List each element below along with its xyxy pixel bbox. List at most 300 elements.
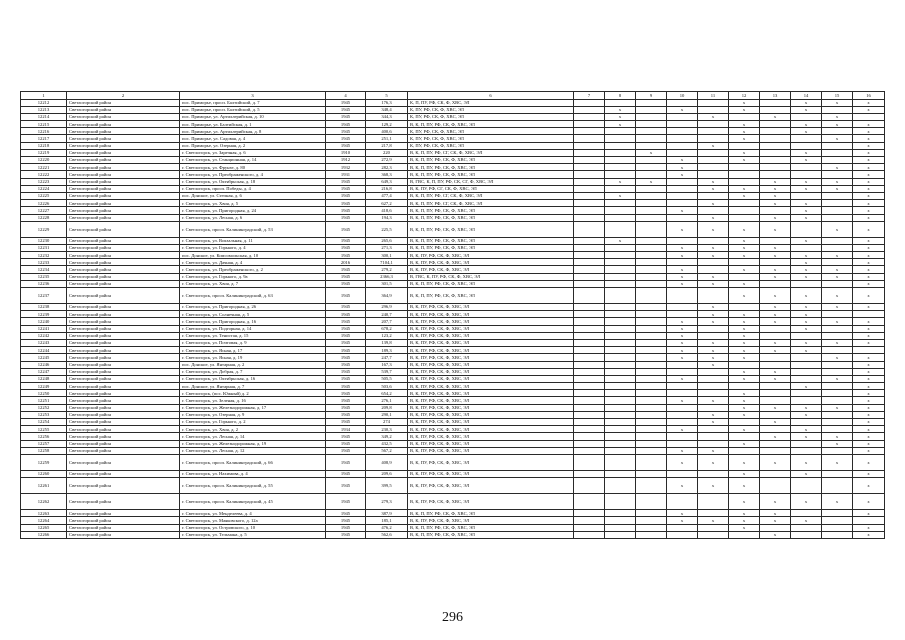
- mark-cell: [729, 200, 760, 207]
- address-cell: пос. Приморье, просп. Балтийский, д. 5: [180, 106, 326, 113]
- mark-cell: x: [729, 339, 760, 346]
- mark-cell: [636, 383, 667, 390]
- mark-cell: [636, 332, 667, 339]
- mark-cell: x: [853, 368, 885, 375]
- mark-cell: [760, 157, 791, 164]
- mark-cell: [636, 454, 667, 470]
- mark-cell: x: [760, 252, 791, 259]
- mark-cell: [760, 383, 791, 390]
- mark-cell: [791, 531, 822, 538]
- mark-cell: x: [605, 106, 636, 113]
- district-cell: Светлогорский район: [67, 200, 180, 207]
- year-cell: 1945: [326, 113, 366, 120]
- mark-cell: x: [729, 347, 760, 354]
- mark-cell: x: [760, 192, 791, 199]
- address-cell: г. Светлогорск, ул. Станционная, д. 14: [180, 157, 326, 164]
- mark-cell: x: [729, 318, 760, 325]
- area-cell: 123,2: [366, 332, 408, 339]
- mark-cell: [853, 517, 885, 524]
- district-cell: Светлогорский район: [67, 478, 180, 494]
- mark-cell: [574, 288, 605, 304]
- mark-cell: x: [729, 390, 760, 397]
- mark-cell: [605, 273, 636, 280]
- record-number: 12232: [21, 252, 67, 259]
- year-cell: 1945: [326, 106, 366, 113]
- mark-cell: x: [729, 354, 760, 361]
- mark-cell: [574, 121, 605, 128]
- record-number: 12233: [21, 259, 67, 266]
- mark-cell: x: [667, 171, 698, 178]
- mark-cell: x: [667, 510, 698, 517]
- mark-cell: [605, 304, 636, 311]
- mark-cell: [760, 142, 791, 149]
- mark-cell: [605, 171, 636, 178]
- mark-cell: [698, 171, 729, 178]
- district-cell: Светлогорский район: [67, 510, 180, 517]
- mark-cell: [698, 164, 729, 171]
- mark-cell: [574, 354, 605, 361]
- column-number: 5: [366, 92, 408, 100]
- mark-cell: x: [698, 244, 729, 251]
- mark-cell: x: [729, 266, 760, 273]
- mark-cell: [791, 113, 822, 120]
- mark-cell: [574, 426, 605, 433]
- mark-cell: [574, 318, 605, 325]
- table-row: [21, 531, 885, 538]
- mark-cell: [791, 135, 822, 142]
- systems-cell: В, К, ПУ, РФ, СК, Ф, ХВС, ЭЛ: [408, 354, 574, 361]
- mark-cell: [853, 347, 885, 354]
- table-row: [21, 318, 885, 325]
- mark-cell: x: [729, 149, 760, 156]
- mark-cell: x: [853, 149, 885, 156]
- mark-cell: [605, 531, 636, 538]
- address-cell: г. Светлогорск, ул. Пригородная, д. 26: [180, 304, 326, 311]
- mark-cell: x: [853, 142, 885, 149]
- district-cell: Светлогорский район: [67, 142, 180, 149]
- mark-cell: x: [822, 273, 853, 280]
- area-cell: 230,3: [366, 426, 408, 433]
- mark-cell: x: [791, 494, 822, 510]
- column-number: 13: [760, 92, 791, 100]
- area-cell: 368,3: [366, 171, 408, 178]
- mark-cell: x: [729, 325, 760, 332]
- mark-cell: x: [698, 419, 729, 426]
- address-cell: пос. Донское, ул. Янтарная, д. 7: [180, 383, 326, 390]
- district-cell: Светлогорский район: [67, 339, 180, 346]
- area-cell: 217,8: [366, 142, 408, 149]
- mark-cell: [667, 419, 698, 426]
- systems-cell: В, К, ПУ, РФ, СК, Ф, ХВС, ЭЛ: [408, 266, 574, 273]
- mark-cell: [605, 214, 636, 221]
- mark-cell: x: [853, 325, 885, 332]
- mark-cell: [574, 244, 605, 251]
- district-cell: Светлогорский район: [67, 433, 180, 440]
- mark-cell: [574, 207, 605, 214]
- systems-cell: В, К, ПУ, РФ, СК, Ф, ХВС, ЭЛ: [408, 318, 574, 325]
- area-cell: 432,5: [366, 440, 408, 447]
- mark-cell: x: [791, 157, 822, 164]
- record-number: 12222: [21, 171, 67, 178]
- year-cell: 1945: [326, 517, 366, 524]
- district-cell: Светлогорский район: [67, 149, 180, 156]
- mark-cell: x: [853, 221, 885, 237]
- mark-cell: [822, 368, 853, 375]
- mark-cell: [605, 128, 636, 135]
- mark-cell: [636, 447, 667, 454]
- address-cell: пос. Донское, ул. Степная, д. 6: [180, 192, 326, 199]
- mark-cell: [791, 390, 822, 397]
- mark-cell: [667, 99, 698, 106]
- systems-cell: В, К, П, ПУ, РФ, СК, Ф, ХВС, ЭЛ: [408, 157, 574, 164]
- mark-cell: [791, 397, 822, 404]
- area-cell: 562,6: [366, 531, 408, 538]
- mark-cell: [760, 426, 791, 433]
- mark-cell: x: [729, 106, 760, 113]
- mark-cell: [760, 128, 791, 135]
- record-number: 12216: [21, 128, 67, 135]
- mark-cell: x: [853, 361, 885, 368]
- mark-cell: x: [853, 440, 885, 447]
- year-cell: 1945: [326, 433, 366, 440]
- mark-cell: x: [853, 192, 885, 199]
- address-cell: г. Светлогорск, ул. Тенистая, д. 15: [180, 332, 326, 339]
- address-cell: г. Светлогорск, ул. Хвоя, д. 5: [180, 200, 326, 207]
- area-cell: 290,1: [366, 411, 408, 418]
- district-cell: Светлогорский район: [67, 121, 180, 128]
- systems-cell: В, К, П, ПУ, РФ, СК, Ф, ХВС, ЭЛ: [408, 531, 574, 538]
- mark-cell: [636, 157, 667, 164]
- mark-cell: [760, 390, 791, 397]
- mark-cell: [636, 135, 667, 142]
- area-cell: 209,6: [366, 470, 408, 477]
- record-number: 12234: [21, 266, 67, 273]
- address-cell: г. Светлогорск, ул. Хвоя, д. 7: [180, 280, 326, 287]
- mark-cell: [698, 524, 729, 531]
- year-cell: 1945: [326, 339, 366, 346]
- mark-cell: x: [760, 419, 791, 426]
- year-cell: 1945: [326, 531, 366, 538]
- mark-cell: x: [729, 221, 760, 237]
- mark-cell: x: [729, 99, 760, 106]
- mark-cell: x: [791, 200, 822, 207]
- mark-cell: x: [667, 332, 698, 339]
- mark-cell: x: [667, 252, 698, 259]
- mark-cell: [574, 106, 605, 113]
- year-cell: 1945: [326, 347, 366, 354]
- mark-cell: [760, 361, 791, 368]
- mark-cell: x: [698, 280, 729, 287]
- systems-cell: В, К, ПУ, РФ, СК, Ф, ХВС, ЭЛ: [408, 368, 574, 375]
- mark-cell: x: [853, 419, 885, 426]
- year-cell: 1945: [326, 135, 366, 142]
- mark-cell: [574, 142, 605, 149]
- mark-cell: x: [853, 304, 885, 311]
- mark-cell: [698, 390, 729, 397]
- table-row: [21, 419, 885, 426]
- district-cell: Светлогорский район: [67, 318, 180, 325]
- mark-cell: x: [760, 318, 791, 325]
- table-row: [21, 113, 885, 120]
- district-cell: Светлогорский район: [67, 419, 180, 426]
- mark-cell: [698, 135, 729, 142]
- systems-cell: К, ПУ, РФ, СК, Ф, ХВС, ЭЛ: [408, 142, 574, 149]
- mark-cell: x: [760, 113, 791, 120]
- year-cell: 1945: [326, 454, 366, 470]
- mark-cell: x: [760, 221, 791, 237]
- mark-cell: [636, 244, 667, 251]
- mark-cell: x: [853, 404, 885, 411]
- mark-cell: x: [667, 517, 698, 524]
- mark-cell: x: [760, 244, 791, 251]
- mark-cell: [605, 221, 636, 237]
- mark-cell: [667, 531, 698, 538]
- record-number: 12213: [21, 106, 67, 113]
- mark-cell: x: [729, 128, 760, 135]
- mark-cell: [822, 397, 853, 404]
- address-cell: г. Светлогорск, ул. Почтовая, д. 9: [180, 339, 326, 346]
- table-row: [21, 266, 885, 273]
- mark-cell: [605, 454, 636, 470]
- record-number: 12221: [21, 164, 67, 171]
- district-cell: Светлогорский район: [67, 171, 180, 178]
- mark-cell: x: [822, 440, 853, 447]
- mark-cell: [760, 280, 791, 287]
- mark-cell: x: [729, 404, 760, 411]
- table-row: [21, 354, 885, 361]
- mark-cell: x: [760, 311, 791, 318]
- mark-cell: x: [760, 339, 791, 346]
- mark-cell: [822, 128, 853, 135]
- area-cell: 271,3: [366, 244, 408, 251]
- mark-cell: [791, 375, 822, 382]
- year-cell: 1945: [326, 383, 366, 390]
- mark-cell: x: [760, 404, 791, 411]
- year-cell: 1945: [326, 397, 366, 404]
- mark-cell: x: [667, 157, 698, 164]
- mark-cell: [729, 304, 760, 311]
- mark-cell: [698, 121, 729, 128]
- systems-cell: В, К, П, ПУ, РФ, СК, Ф, ХВС, ЭЛ: [408, 288, 574, 304]
- mark-cell: x: [853, 354, 885, 361]
- mark-cell: [636, 259, 667, 266]
- mark-cell: x: [853, 531, 885, 538]
- mark-cell: x: [853, 106, 885, 113]
- area-cell: 2366,3: [366, 273, 408, 280]
- mark-cell: x: [853, 447, 885, 454]
- mark-cell: x: [698, 339, 729, 346]
- mark-cell: x: [729, 478, 760, 494]
- mark-cell: [698, 207, 729, 214]
- mark-cell: [729, 447, 760, 454]
- mark-cell: x: [791, 237, 822, 244]
- mark-cell: x: [791, 517, 822, 524]
- mark-cell: [822, 259, 853, 266]
- mark-cell: [791, 171, 822, 178]
- mark-cell: [698, 259, 729, 266]
- address-cell: г. Светлогорск, ул. Железнодорожная, д. 19: [180, 440, 326, 447]
- mark-cell: x: [791, 347, 822, 354]
- area-cell: 301,5: [366, 280, 408, 287]
- mark-cell: [605, 361, 636, 368]
- district-cell: Светлогорский район: [67, 157, 180, 164]
- record-number: 12225: [21, 192, 67, 199]
- table-row: [21, 214, 885, 221]
- systems-cell: В, К, ПУ, РФ, СК, Ф, ХВС, ЭЛ: [408, 433, 574, 440]
- column-number: 9: [636, 92, 667, 100]
- mark-cell: x: [791, 404, 822, 411]
- mark-cell: [791, 192, 822, 199]
- mark-cell: x: [853, 339, 885, 346]
- systems-cell: В, К, ПУ, РФ, СК, Ф, ХВС, ЭЛ: [408, 390, 574, 397]
- table-row: [21, 259, 885, 266]
- district-cell: Светлогорский район: [67, 252, 180, 259]
- mark-cell: x: [760, 510, 791, 517]
- mark-cell: x: [853, 128, 885, 135]
- page-number: 296: [442, 610, 463, 625]
- column-number-header: [21, 92, 885, 100]
- mark-cell: x: [667, 207, 698, 214]
- systems-cell: В, К, ПУ, РФ, СК, Ф, ХВС, ЭЛ: [408, 383, 574, 390]
- address-cell: пос. Донское, ул. Янтарная, д. 2: [180, 361, 326, 368]
- column-number: 15: [822, 92, 853, 100]
- year-cell: 1945: [326, 354, 366, 361]
- mark-cell: [636, 207, 667, 214]
- area-cell: 654,2: [366, 390, 408, 397]
- mark-cell: [667, 433, 698, 440]
- mark-cell: [574, 368, 605, 375]
- systems-cell: В, К, П, ПУ, РФ, СК, Ф, ХВС, ЭЛ: [408, 221, 574, 237]
- address-cell: г. Светлогорск, ул. Октябрьская, д. 16: [180, 375, 326, 382]
- mark-cell: [605, 252, 636, 259]
- mark-cell: [791, 440, 822, 447]
- mark-cell: [636, 375, 667, 382]
- mark-cell: [667, 383, 698, 390]
- mark-cell: [729, 214, 760, 221]
- mark-cell: x: [791, 311, 822, 318]
- systems-cell: В, К, ПУ, РФ, СГ, СК, Ф, ХВС, ЭЛ: [408, 185, 574, 192]
- mark-cell: [574, 113, 605, 120]
- mark-cell: x: [791, 318, 822, 325]
- mark-cell: [636, 390, 667, 397]
- mark-cell: x: [698, 252, 729, 259]
- mark-cell: [729, 171, 760, 178]
- mark-cell: x: [791, 470, 822, 477]
- record-number: 12244: [21, 347, 67, 354]
- mark-cell: x: [791, 207, 822, 214]
- table-row: [21, 135, 885, 142]
- mark-cell: [729, 531, 760, 538]
- address-cell: г. Светлогорск, ул. Менделеева, д. 4: [180, 510, 326, 517]
- systems-cell: В, К, ПУ, РФ, СК, Ф, ХВС, ЭЛ: [408, 447, 574, 454]
- mark-cell: x: [791, 454, 822, 470]
- mark-cell: x: [760, 273, 791, 280]
- systems-cell: В, ГВС, К, ПУ, РФ, СК, Ф, ХВС, ЭЛ: [408, 273, 574, 280]
- area-cell: 505,5: [366, 375, 408, 382]
- mark-cell: x: [822, 375, 853, 382]
- record-number: 12252: [21, 404, 67, 411]
- mark-cell: x: [760, 531, 791, 538]
- mark-cell: [760, 171, 791, 178]
- mark-cell: [791, 510, 822, 517]
- mark-cell: [667, 200, 698, 207]
- mark-cell: [605, 404, 636, 411]
- mark-cell: [636, 252, 667, 259]
- mark-cell: x: [822, 178, 853, 185]
- mark-cell: [822, 419, 853, 426]
- mark-cell: x: [760, 375, 791, 382]
- table-row: [21, 192, 885, 199]
- mark-cell: [822, 383, 853, 390]
- record-number: 12260: [21, 470, 67, 477]
- area-cell: 627,2: [366, 200, 408, 207]
- mark-cell: [574, 494, 605, 510]
- mark-cell: [698, 433, 729, 440]
- mark-cell: [605, 325, 636, 332]
- mark-cell: [667, 149, 698, 156]
- systems-cell: В, К, ПУ, РФ, СК, Ф, ХВС, ЭЛ: [408, 494, 574, 510]
- mark-cell: [636, 304, 667, 311]
- mark-cell: [574, 135, 605, 142]
- mark-cell: x: [791, 149, 822, 156]
- record-number: 12220: [21, 157, 67, 164]
- mark-cell: [574, 259, 605, 266]
- mark-cell: x: [853, 99, 885, 106]
- column-number: 2: [67, 92, 180, 100]
- mark-cell: [822, 447, 853, 454]
- address-cell: г. Светлогорск, ул. Фрунзе, д. 80: [180, 164, 326, 171]
- mark-cell: x: [853, 524, 885, 531]
- systems-cell: В, К, ПУ, РФ, СК, Ф, ХВС, ЭЛ: [408, 339, 574, 346]
- mark-cell: [636, 347, 667, 354]
- address-cell: пос. Донское, ул. Комсомольская, д. 10: [180, 252, 326, 259]
- record-number: 12246: [21, 361, 67, 368]
- mark-cell: x: [667, 354, 698, 361]
- mark-cell: [729, 142, 760, 149]
- mark-cell: [667, 178, 698, 185]
- mark-cell: [667, 113, 698, 120]
- mark-cell: [729, 207, 760, 214]
- mark-cell: x: [791, 433, 822, 440]
- mark-cell: [822, 142, 853, 149]
- district-cell: Светлогорский район: [67, 178, 180, 185]
- mark-cell: [822, 200, 853, 207]
- table-row: [21, 447, 885, 454]
- mark-cell: x: [667, 106, 698, 113]
- area-cell: 476,2: [366, 524, 408, 531]
- district-cell: Светлогорский район: [67, 531, 180, 538]
- record-number: 12229: [21, 221, 67, 237]
- mark-cell: x: [791, 339, 822, 346]
- mark-cell: x: [698, 397, 729, 404]
- district-cell: Светлогорский район: [67, 397, 180, 404]
- mark-cell: [605, 185, 636, 192]
- mark-cell: [636, 339, 667, 346]
- record-number: 12256: [21, 433, 67, 440]
- mark-cell: [605, 332, 636, 339]
- year-cell: 1945: [326, 266, 366, 273]
- table-row: [21, 383, 885, 390]
- area-cell: 167,3: [366, 361, 408, 368]
- mark-cell: [574, 347, 605, 354]
- mark-cell: [760, 164, 791, 171]
- mark-cell: [574, 478, 605, 494]
- year-cell: 1945: [326, 311, 366, 318]
- mark-cell: x: [853, 252, 885, 259]
- mark-cell: x: [667, 478, 698, 494]
- mark-cell: [729, 113, 760, 120]
- mark-cell: x: [667, 454, 698, 470]
